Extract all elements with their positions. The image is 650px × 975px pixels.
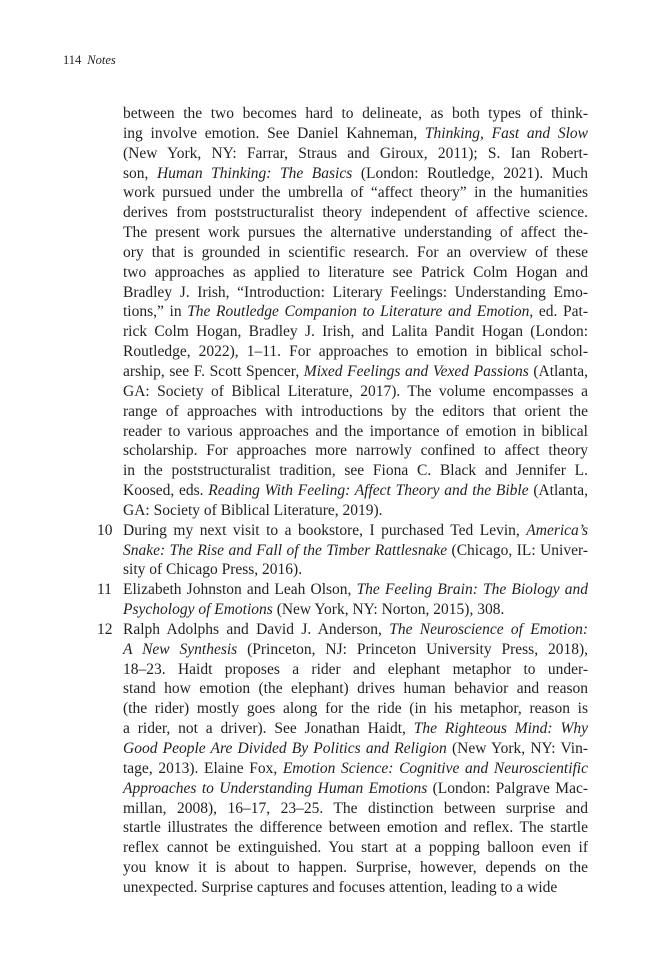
note-number: 12 [97, 620, 113, 638]
note-text: Bradley J. Irish, “Introduction: Literary Feelings: Understanding Emo- [123, 283, 588, 301]
note-text: derives from poststructuralist theory independent of affective science. [123, 204, 588, 222]
note-line [123, 739, 588, 759]
note-number: 10 [97, 521, 113, 539]
note-text: , ed. Pat- [529, 303, 588, 321]
note-line [97, 620, 588, 640]
note-line [123, 818, 588, 838]
note-line [123, 799, 588, 819]
note-line [123, 124, 588, 144]
note-text: in the poststructuralist tradition, see Fiona C. Black and Jennifer L. [123, 462, 588, 480]
italic-title: The Feeling Brain: The Biology and [356, 581, 588, 599]
note-text: (New York, NY: Farrar, Straus and Giroux, 2011); S. Ian Robert- [123, 144, 588, 162]
note-line [123, 679, 588, 699]
note-line [123, 501, 588, 521]
note-line [123, 461, 588, 481]
note-line [123, 302, 588, 322]
italic-title: Human Thinking: The Basics [156, 164, 353, 182]
note-text: (Princeton, NJ: Princeton University Press, 2018), [237, 640, 589, 658]
note-line [123, 382, 588, 402]
note-text: rick Colm Hogan, Bradley J. Irish, and Lalita Pandit Hogan (London: [123, 323, 588, 341]
note-text: Ralph Adolphs and David J. Anderson, [123, 620, 390, 638]
note-line [123, 640, 588, 660]
note-text: Routledge, 2022), 1–11. For approaches to emotion in biblical schol- [123, 343, 588, 361]
note-text: (the rider) mostly goes along for the ride (in his metaphor, reason is [123, 700, 588, 718]
note-line [123, 560, 588, 580]
note-text: tage, 2013). Elaine Fox, [123, 759, 283, 777]
note-line [123, 759, 588, 779]
note-line [123, 779, 588, 799]
note-text: (London: Palgrave Mac- [427, 779, 588, 797]
note-line [123, 203, 588, 223]
italic-title: Mixed Feelings and Vexed Passions [303, 362, 529, 380]
italic-title: Snake: The Rise and Fall of the Timber Rattlesnake [123, 541, 448, 559]
note-text: (New York, NY: Vin- [446, 740, 588, 757]
note-line [123, 104, 588, 124]
note-line [123, 699, 588, 719]
running-head [63, 52, 116, 68]
note-line [123, 858, 588, 878]
note-text: range of approaches with introductions by the editors that orient the [123, 402, 588, 420]
note-line [123, 541, 588, 561]
note-line [123, 283, 588, 303]
note-line [123, 878, 588, 898]
note-text: The present work pursues the alternative understanding of affect the- [123, 224, 588, 242]
note-text: unexpected. Surprise captures and focuses attention, leading to a wide [123, 878, 558, 896]
note-text: ing involve emotion. See Daniel Kahneman, [123, 124, 425, 142]
note-text: scholarship. For approaches more narrowly confined to affect theory [123, 442, 588, 460]
italic-title: The Righteous Mind: Why [413, 720, 588, 738]
note-line [123, 481, 588, 501]
italic-title: Reading With Feeling: Affect Theory and the Bible [208, 482, 529, 500]
note-text: tions,” in [123, 303, 188, 321]
note-text: startle illustrates the difference between emotion and reflex. The startle [123, 819, 588, 837]
note-text: (London: Routledge, 2021). Much [352, 164, 588, 182]
note-line [123, 402, 588, 422]
note-text: GA: Society of Biblical Literature, 2019). [123, 501, 383, 519]
note-text: (New York, NY: Norton, 2015), 308. [272, 601, 505, 619]
italic-title: The Routledge Companion to Literature and Emotion [187, 303, 530, 321]
note-line [123, 144, 588, 164]
note-text: reflex cannot be extinguished. You start at a popping balloon even if [123, 839, 588, 857]
note-text: (Atlanta, [528, 482, 588, 500]
note-text: 18–23. Haidt proposes a rider and elephant metaphor to under- [123, 660, 588, 678]
note-text: two approaches as applied to literature see Patrick Colm Hogan and [123, 263, 588, 281]
note-text: son, [123, 164, 157, 182]
italic-title: Emotion Science: Cognitive and Neuroscientific [282, 759, 588, 777]
note-text: between the two becomes hard to delineate, as both types of think- [123, 105, 588, 122]
note-line [123, 600, 588, 620]
note-line [123, 342, 588, 362]
note-line [123, 322, 588, 342]
note-line [123, 243, 588, 263]
note-text: Koosed, eds. [123, 482, 209, 500]
note-line [123, 164, 588, 184]
note-text: a rider, not a driver). See Jonathan Haidt, [123, 720, 414, 738]
note-number: 11 [97, 581, 112, 599]
note-text: sity of Chicago Press, 2016). [123, 561, 303, 579]
note-line [97, 580, 588, 600]
italic-title: America’s [526, 521, 588, 539]
note-line [123, 183, 588, 203]
note-text: GA: Society of Biblical Literature, 2017). The volume encompasses a [123, 382, 588, 400]
note-text: (Atlanta, [528, 362, 588, 380]
note-line [123, 719, 588, 739]
note-text: arship, see F. Scott Spencer, [123, 362, 304, 380]
note-text: stand how emotion (the elephant) drives human behavior and reason [123, 680, 588, 698]
note-text: millan, 2008), 16–17, 23–25. The distinction between surprise and [123, 799, 588, 817]
italic-title: Approaches to Understanding Human Emotions [123, 779, 428, 797]
note-text: (Chicago, IL: Univer- [447, 541, 588, 559]
note-line [123, 660, 588, 680]
italic-title: Thinking, Fast and Slow [424, 124, 588, 142]
note-line [123, 422, 588, 442]
note-text: reader to various approaches and the importance of emotion in biblical [123, 422, 588, 440]
note-text: ory that is grounded in scientific research. For an overview of these [123, 243, 588, 261]
italic-title: A New Synthesis [123, 640, 238, 658]
note-text: During my next visit to a bookstore, I purchased Ted Levin, [123, 521, 527, 539]
note-text: Elizabeth Johnston and Leah Olson, [123, 581, 357, 599]
page-number: 114 [63, 53, 82, 67]
running-head-section: Notes [87, 53, 116, 67]
note-line [123, 223, 588, 243]
italic-title: Good People Are Divided By Politics and Religion [123, 740, 447, 757]
note-line [123, 838, 588, 858]
note-line [123, 263, 588, 283]
italic-title: Psychology of Emotions [123, 601, 273, 619]
note-line [97, 521, 588, 541]
note-line [123, 362, 588, 382]
note-line [123, 441, 588, 461]
italic-title: The Neuroscience of Emotion: [389, 620, 588, 638]
note-text: you know it is about to happen. Surprise, however, depends on the [123, 859, 588, 877]
note-text: work pursued under the umbrella of “affect theory” in the humanities [123, 184, 588, 202]
notes-text-block [97, 104, 589, 898]
